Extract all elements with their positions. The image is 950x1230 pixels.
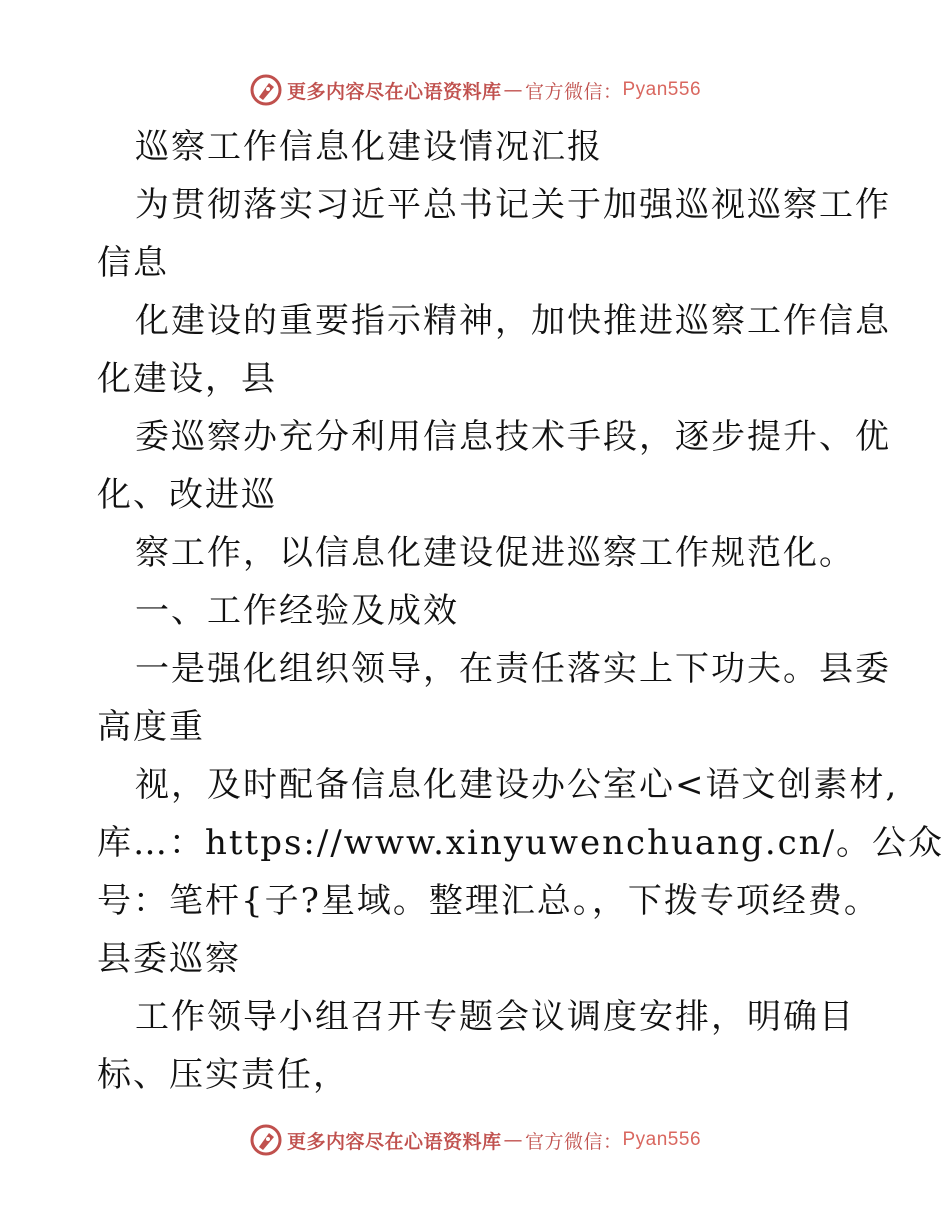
watermark-wechat-id: Pyan556 <box>622 79 702 100</box>
paragraph-line: 县委巡察 <box>97 939 241 979</box>
paragraph-line: 化建设的重要指示精神，加快推进巡察工作信息 <box>135 301 891 341</box>
paragraph-line: 委巡察办充分利用信息技术手段，逐步提升、优 <box>135 417 891 457</box>
paragraph-line: 化建设，县 <box>97 359 277 399</box>
watermark-dash: — <box>503 79 523 101</box>
paragraph-line: 为贯彻落实习近平总书记关于加强巡视巡察工作 <box>135 185 891 225</box>
header-watermark <box>0 70 950 110</box>
section-heading: 一、工作经验及成效 <box>135 591 459 631</box>
pen-nib-logo-icon <box>249 73 283 107</box>
paragraph-line: 视，及时配备信息化建设办公室心<语文创素材, <box>135 765 899 805</box>
document-title: 巡察工作信息化建设情况汇报 <box>135 127 603 167</box>
paragraph-line: 库…：https://www.xinyuwenchuang.cn/。公众 <box>97 823 945 863</box>
pen-nib-logo-icon <box>249 1123 283 1157</box>
watermark-site-text: 更多内容尽在心语资料库 <box>286 80 502 103</box>
watermark-wechat-id: Pyan556 <box>622 1129 702 1150</box>
watermark-site-text: 更多内容尽在心语资料库 <box>286 1130 502 1153</box>
watermark-label: 官方微信： <box>524 80 623 103</box>
paragraph-line: 标、压实责任， <box>97 1055 349 1095</box>
footer-watermark <box>0 1120 950 1160</box>
paragraph-line: 工作领导小组召开专题会议调度安排，明确目 <box>135 997 855 1037</box>
document-body <box>97 118 945 1104</box>
watermark-label: 官方微信： <box>524 1130 623 1153</box>
watermark-dash: — <box>503 1129 523 1151</box>
paragraph-line: 化、改进巡 <box>97 475 277 515</box>
paragraph-line: 一是强化组织领导，在责任落实上下功夫。县委 <box>135 649 891 689</box>
paragraph-line: 察工作，以信息化建设促进巡察工作规范化。 <box>135 533 855 573</box>
paragraph-line: 信息 <box>97 243 169 283</box>
paragraph-line: 号：笔杆{子?星域。整理汇总。，下拨专项经费。 <box>97 881 880 921</box>
paragraph-line: 高度重 <box>97 707 205 747</box>
